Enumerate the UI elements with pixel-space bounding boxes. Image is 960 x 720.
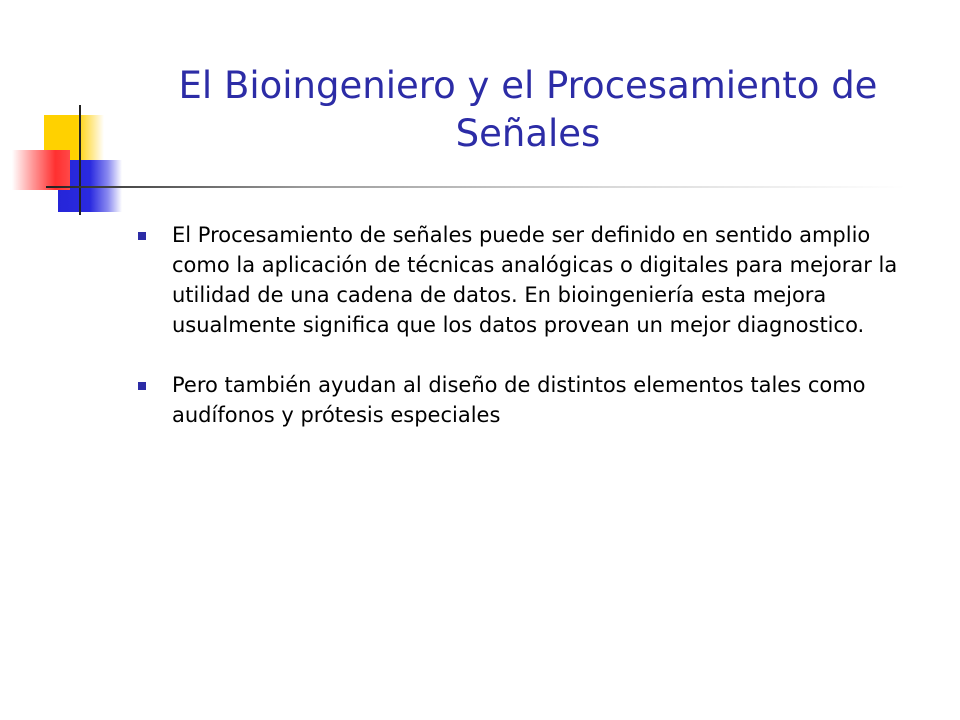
bullet-text: El Procesamiento de señales puede ser definido en sentido amplio como la aplicación de técnicas analógicas o digitales para mejorar la utilidad de una cadena de datos. En bioingeniería esta mejora usualmente significa que los datos provean un mejor diagnostico. [172, 223, 898, 337]
slide-title: El Bioingeniero y el Procesamiento de Señales [178, 64, 878, 155]
title-underline [46, 186, 906, 188]
square-bullet-icon [138, 232, 146, 240]
bullet-list [138, 220, 898, 460]
square-bullet-icon [138, 382, 146, 390]
bullet-item [138, 220, 898, 340]
bullet-text: Pero también ayudan al diseño de distintos elementos tales como audífonos y prótesis especiales [172, 373, 866, 427]
bullet-item [138, 370, 898, 430]
decorative-red-square [12, 150, 70, 190]
decorative-vertical-line [79, 105, 81, 215]
